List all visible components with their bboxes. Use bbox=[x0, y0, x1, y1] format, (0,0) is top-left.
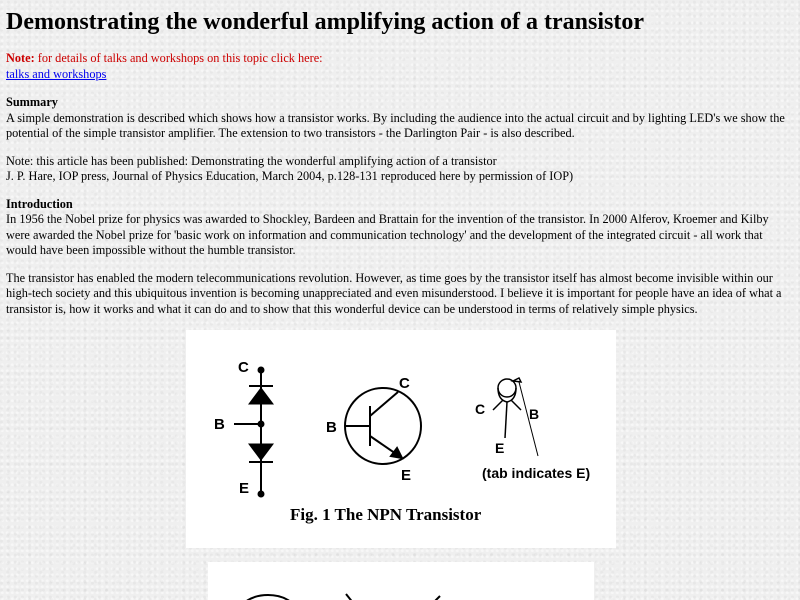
page-title: Demonstrating the wonderful amplifying action of a transistor bbox=[6, 9, 644, 35]
introduction-section bbox=[6, 197, 792, 259]
note-text: for details of talks and workshops on this topic click here: bbox=[34, 51, 323, 65]
symbol-e-label: E bbox=[401, 467, 412, 484]
summary-text: A simple demonstration is described which shows how a transistor works. By including the audience into the actual circuit and by lighting LED's we show the potential of the simple transistor amplifier. The extension to two transistors - the Darlington Pair - is also described. bbox=[6, 110, 785, 140]
figure-2-svg bbox=[208, 562, 594, 600]
transistor-symbol bbox=[345, 388, 421, 464]
published-line1: Note: this article has been published: Demonstrating the wonderful amplifying action of a transistor bbox=[6, 153, 497, 168]
diode-c-label: C bbox=[238, 359, 249, 376]
published-line2: J. P. Hare, IOP press, Journal of Physics Education, March 2004, p.128-131 reproduced here by permission of IOP) bbox=[6, 169, 574, 183]
note-label: Note: bbox=[6, 51, 35, 65]
diode-model bbox=[234, 368, 273, 497]
package-b-label: B bbox=[529, 406, 540, 422]
symbol-c-label: C bbox=[399, 375, 410, 392]
diode-e-label: E bbox=[239, 480, 250, 497]
introduction-heading: Introduction bbox=[6, 196, 73, 211]
package-e-label: E bbox=[495, 440, 505, 456]
talks-workshops-link[interactable]: talks and workshops bbox=[6, 66, 107, 81]
figure-caption: Fig. 1 The NPN Transistor bbox=[290, 505, 482, 524]
npn-figure-svg bbox=[186, 330, 616, 548]
article bbox=[6, 0, 792, 317]
introduction-para2: The transistor has enabled the modern telecommunications revolution. However, as time goes by the transistor itself has almost become invisible within our high-tech society and this ubiquitous invention is becoming unappreciated and even misunderstood. I believe it is important for people have an idea of what a transistor is, how it works and what it can do and to show that this wonderful device can be understood in terms of relatively simple physics. bbox=[6, 270, 782, 316]
figure-2-partial bbox=[208, 562, 594, 600]
figure-npn-transistor bbox=[186, 330, 616, 548]
symbol-b-label: B bbox=[326, 419, 337, 436]
tab-note: (tab indicates E) bbox=[482, 465, 591, 481]
note-paragraph bbox=[6, 51, 792, 82]
introduction-para1: In 1956 the Nobel prize for physics was awarded to Shockley, Bardeen and Brattain for the invention of the transistor. In 2000 Alferov, Kroemer and Kilby were awarded the Nobel prize for 'basic work on information and communication technology' and the development of the integrated circuit - all work that would have been impossible without the humble transistor. bbox=[6, 212, 769, 257]
package-c-label: C bbox=[475, 401, 486, 417]
summary-heading: Summary bbox=[6, 95, 58, 109]
summary-section bbox=[6, 95, 792, 142]
diode-b-label: B bbox=[214, 416, 225, 433]
published-note bbox=[6, 154, 792, 185]
